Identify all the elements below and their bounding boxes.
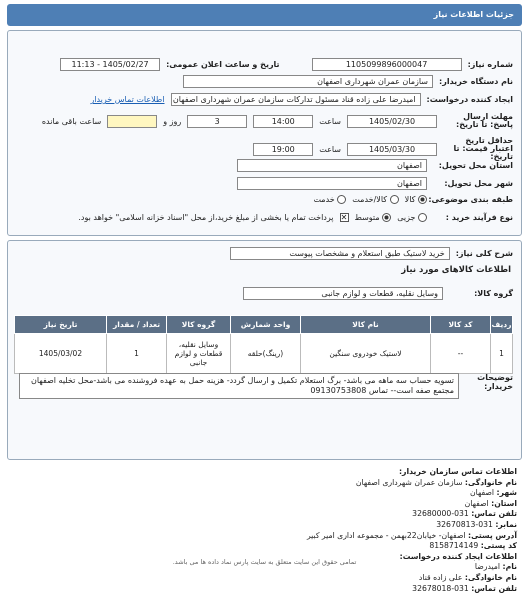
goods-table-wrap: [14, 315, 513, 374]
validity-date-field: 1405/03/30: [347, 143, 437, 156]
city-row: [237, 177, 513, 190]
cell-unit: (رینگ)حلقه: [231, 334, 301, 374]
notes-label: توضیحات خریدار:: [477, 373, 513, 391]
page-header: [7, 4, 522, 26]
need-number-row: [60, 58, 513, 71]
contact-line: نام خانوادگی: علی زاده قناد: [418, 572, 517, 582]
notes-field: تسویه حساب سه ماهه می باشد- برگ استعلام تکمیل و ارسال گردد- هزینه حمل به عهده فروشنده می باشد-محل تخلیه اصفهان مجتمع صفه است-- تماس 09130753808: [19, 373, 459, 399]
validity-label: حداقل تاریخ اعتبار قیمت: تا تاریخ:: [453, 136, 513, 161]
buyer-field: سازمان عمران شهرداری اصفهان: [183, 75, 433, 88]
treasury-checkbox[interactable]: [340, 213, 349, 222]
validity-row: [253, 137, 513, 161]
cell-date: 1405/03/02: [15, 334, 107, 374]
days-label: روز و: [163, 116, 182, 126]
contact-line: نمابر: 031-32670813: [436, 519, 517, 529]
goods-group-row: [243, 287, 513, 300]
goods-group-label: گروه کالا:: [474, 289, 513, 298]
city-label: شهر محل تحویل:: [444, 179, 513, 188]
summary-row: [230, 247, 513, 260]
buyer-label: نام دستگاه خریدار:: [439, 77, 513, 86]
footer-text: تمامی حقوق این سایت متعلق به سایت پارس نماد داده ها می باشد.: [172, 558, 357, 566]
page-title: جزئیات اطلاعات نیاز: [433, 10, 514, 19]
contact-line: استان: اصفهان: [464, 498, 517, 508]
validity-time-label: ساعت: [319, 144, 341, 154]
col-row: ردیف: [491, 316, 513, 334]
col-qty: تعداد / مقدار: [107, 316, 167, 334]
remaining-hours-field: [107, 115, 157, 128]
goods-table-header: [15, 316, 513, 334]
cell-qty: 1: [107, 334, 167, 374]
deadline-row: [42, 113, 513, 129]
creator-label: ایجاد کننده درخواست:: [426, 95, 513, 104]
payment-note: پرداخت تمام یا بخشی از مبلغ خرید،از محل "اسناد خزانه اسلامی" خواهد بود.: [78, 213, 334, 222]
contact-line: نام: امیدرضا: [474, 562, 517, 572]
table-row[interactable]: [15, 334, 513, 374]
city-field: اصفهان: [237, 177, 427, 190]
col-unit: واحد شمارش: [231, 316, 301, 334]
contact-line: تلفن تماس: 031-32680000: [412, 509, 517, 519]
col-group: گروه کالا: [167, 316, 231, 334]
notes-row: [19, 373, 513, 399]
goods-table: [14, 315, 513, 374]
contact-line: اطلاعات ایجاد کننده درخواست:: [399, 551, 517, 561]
deadline-time-label: ساعت: [319, 116, 341, 126]
deadline-date-field: 1405/02/30: [347, 115, 437, 128]
process-option-minor[interactable]: جزیی: [397, 213, 427, 222]
radio-selected-icon: [418, 195, 427, 204]
cell-row: 1: [491, 334, 513, 374]
contact-line: آدرس پستی: اصفهان- خیابان22بهمن - مجموعه اداری امیر کبیر: [306, 530, 517, 540]
goods-group-field: وسایل نقلیه، قطعات و لوازم جانبی: [243, 287, 443, 300]
province-row: [237, 159, 513, 172]
col-date: تاریخ نیاز: [15, 316, 107, 334]
goods-panel: [7, 240, 522, 460]
contact-line: تلفن تماس: 031-32678018: [412, 583, 517, 593]
summary-label: شرح کلی نیاز:: [455, 249, 513, 258]
contact-title: اطلاعات تماس سازمان خریدار:: [398, 467, 517, 476]
announce-label: تاریخ و ساعت اعلان عمومی:: [166, 60, 280, 69]
contact-section: [12, 467, 517, 594]
deadline-label: مهلت ارسال پاسخ: تا تاریخ:: [456, 112, 513, 129]
summary-field: خرید لاستیک طبق استعلام و مشخصات پیوست: [230, 247, 450, 260]
creator-field: امیدرضا علی زاده قناد مسئول تدارکات سازمان عمران شهرداری اصفهان: [171, 93, 421, 106]
process-label: نوع فرآیند خرید :: [445, 213, 513, 222]
contact-line: شهر: اصفهان: [469, 488, 517, 498]
validity-time-field: 19:00: [253, 143, 313, 156]
process-row: [78, 213, 513, 222]
radio-icon: [337, 195, 346, 204]
cell-name: لاستیک خودروی سنگین: [301, 334, 431, 374]
cell-group: وسایل نقلیه، قطعات و لوازم جانبی: [167, 334, 231, 374]
goods-section-title: اطلاعات کالاهای مورد نیاز: [401, 265, 511, 275]
need-number-label: شماره نیاز:: [467, 60, 513, 69]
deadline-time-field: 14:00: [253, 115, 313, 128]
process-option-medium[interactable]: متوسط: [355, 213, 392, 222]
province-field: اصفهان: [237, 159, 427, 172]
checkbox-checked-icon: ✕: [340, 213, 348, 222]
days-field: 3: [187, 115, 247, 128]
category-option-goods-service[interactable]: کالا/خدمت: [352, 195, 398, 204]
col-name: نام کالا: [301, 316, 431, 334]
info-panel: [7, 30, 522, 236]
creator-row: [90, 93, 513, 106]
category-option-goods[interactable]: کالا: [405, 195, 427, 204]
announce-field: 1405/02/27 - 11:13: [60, 58, 160, 71]
col-code: کد کالا: [431, 316, 491, 334]
need-number-field: 1105099896000047: [312, 58, 462, 71]
category-label: طبقه بندی موضوعی:: [428, 195, 513, 204]
remaining-label: ساعت باقی مانده: [41, 116, 102, 126]
radio-icon: [418, 213, 427, 222]
province-label: استان محل تحویل:: [438, 161, 513, 170]
contact-line: کد پستی: 8158714149: [429, 541, 517, 551]
buyer-row: [183, 75, 513, 88]
category-option-service[interactable]: خدمت: [313, 195, 346, 204]
cell-code: --: [431, 334, 491, 374]
category-row: [313, 195, 513, 204]
buyer-contact-link[interactable]: اطلاعات تماس خریدار: [90, 95, 165, 104]
radio-selected-icon: [382, 213, 391, 222]
contact-line: نام خانوادگی: سازمان عمران شهرداری اصفهان: [355, 477, 517, 487]
radio-icon: [390, 195, 399, 204]
